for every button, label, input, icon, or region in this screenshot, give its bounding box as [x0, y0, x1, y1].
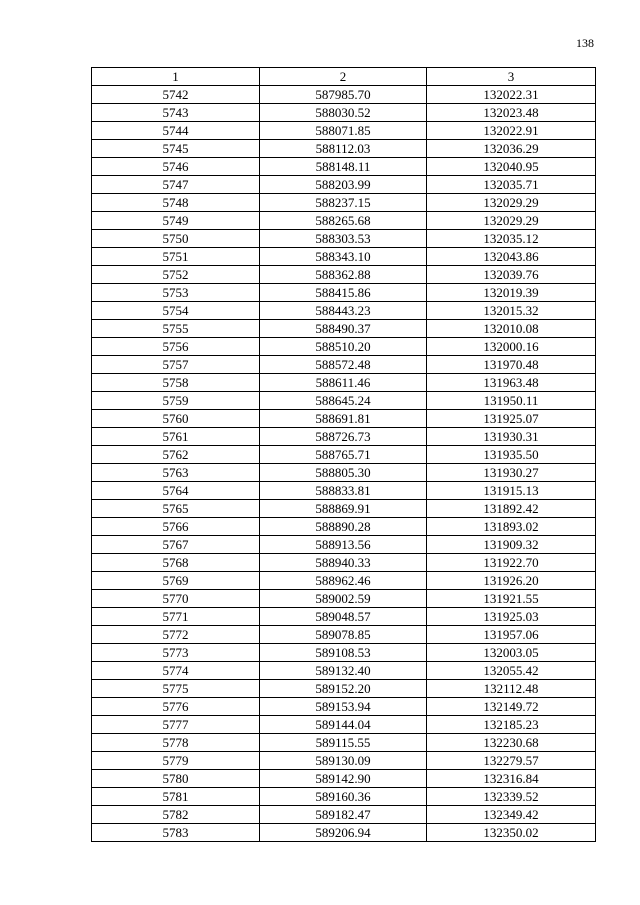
y-coordinate-cell: 132043.86 [427, 248, 596, 266]
point-number-cell: 5779 [92, 752, 260, 770]
table-row [92, 248, 596, 266]
table-row [92, 158, 596, 176]
point-number-cell: 5745 [92, 140, 260, 158]
point-number-cell: 5777 [92, 716, 260, 734]
table-row [92, 176, 596, 194]
point-number-cell: 5776 [92, 698, 260, 716]
table-row [92, 338, 596, 356]
x-coordinate-cell: 588833.81 [260, 482, 427, 500]
table-row [92, 590, 596, 608]
x-coordinate-cell: 588030.52 [260, 104, 427, 122]
y-coordinate-cell: 132023.48 [427, 104, 596, 122]
y-coordinate-cell: 131930.27 [427, 464, 596, 482]
y-coordinate-cell: 131915.13 [427, 482, 596, 500]
y-coordinate-cell: 132036.29 [427, 140, 596, 158]
x-coordinate-cell: 588645.24 [260, 392, 427, 410]
point-number-cell: 5772 [92, 626, 260, 644]
y-coordinate-cell: 132022.91 [427, 122, 596, 140]
table-header [92, 68, 596, 86]
point-number-cell: 5749 [92, 212, 260, 230]
table-row [92, 86, 596, 104]
column-header-2: 2 [260, 68, 427, 86]
y-coordinate-cell: 131935.50 [427, 446, 596, 464]
table-row [92, 482, 596, 500]
x-coordinate-cell: 588611.46 [260, 374, 427, 392]
point-number-cell: 5752 [92, 266, 260, 284]
point-number-cell: 5781 [92, 788, 260, 806]
x-coordinate-cell: 588869.91 [260, 500, 427, 518]
y-coordinate-cell: 132055.42 [427, 662, 596, 680]
x-coordinate-cell: 589182.47 [260, 806, 427, 824]
point-number-cell: 5754 [92, 302, 260, 320]
point-number-cell: 5748 [92, 194, 260, 212]
y-coordinate-cell: 131925.03 [427, 608, 596, 626]
column-header-3: 3 [427, 68, 596, 86]
x-coordinate-cell: 589206.94 [260, 824, 427, 842]
y-coordinate-cell: 132185.23 [427, 716, 596, 734]
x-coordinate-cell: 588913.56 [260, 536, 427, 554]
y-coordinate-cell: 132019.39 [427, 284, 596, 302]
x-coordinate-cell: 588572.48 [260, 356, 427, 374]
y-coordinate-cell: 131926.20 [427, 572, 596, 590]
table-row [92, 680, 596, 698]
point-number-cell: 5773 [92, 644, 260, 662]
point-number-cell: 5766 [92, 518, 260, 536]
x-coordinate-cell: 589142.90 [260, 770, 427, 788]
y-coordinate-cell: 132015.32 [427, 302, 596, 320]
x-coordinate-cell: 589132.40 [260, 662, 427, 680]
table-row [92, 626, 596, 644]
point-number-cell: 5765 [92, 500, 260, 518]
x-coordinate-cell: 588890.28 [260, 518, 427, 536]
point-number-cell: 5763 [92, 464, 260, 482]
y-coordinate-cell: 132003.05 [427, 644, 596, 662]
table-row [92, 536, 596, 554]
table-row [92, 698, 596, 716]
y-coordinate-cell: 131925.07 [427, 410, 596, 428]
table-row [92, 752, 596, 770]
table-row [92, 518, 596, 536]
x-coordinate-cell: 589160.36 [260, 788, 427, 806]
point-number-cell: 5783 [92, 824, 260, 842]
x-coordinate-cell: 588691.81 [260, 410, 427, 428]
header-row [92, 68, 596, 86]
table-row [92, 302, 596, 320]
y-coordinate-cell: 131909.32 [427, 536, 596, 554]
table-row [92, 284, 596, 302]
table-row [92, 662, 596, 680]
table-row [92, 464, 596, 482]
point-number-cell: 5750 [92, 230, 260, 248]
y-coordinate-cell: 131950.11 [427, 392, 596, 410]
table-row [92, 608, 596, 626]
table-row [92, 572, 596, 590]
point-number-cell: 5768 [92, 554, 260, 572]
x-coordinate-cell: 589144.04 [260, 716, 427, 734]
table-row [92, 356, 596, 374]
y-coordinate-cell: 132010.08 [427, 320, 596, 338]
table-row [92, 266, 596, 284]
point-number-cell: 5755 [92, 320, 260, 338]
x-coordinate-cell: 589130.09 [260, 752, 427, 770]
x-coordinate-cell: 588265.68 [260, 212, 427, 230]
point-number-cell: 5764 [92, 482, 260, 500]
point-number-cell: 5780 [92, 770, 260, 788]
x-coordinate-cell: 588071.85 [260, 122, 427, 140]
table-row [92, 500, 596, 518]
table-row [92, 824, 596, 842]
y-coordinate-cell: 132350.02 [427, 824, 596, 842]
table-row [92, 428, 596, 446]
x-coordinate-cell: 589108.53 [260, 644, 427, 662]
page-number: 138 [576, 36, 594, 50]
y-coordinate-cell: 132349.42 [427, 806, 596, 824]
table-row [92, 644, 596, 662]
point-number-cell: 5761 [92, 428, 260, 446]
table-row [92, 212, 596, 230]
y-coordinate-cell: 132112.48 [427, 680, 596, 698]
point-number-cell: 5774 [92, 662, 260, 680]
table-row [92, 734, 596, 752]
x-coordinate-cell: 588940.33 [260, 554, 427, 572]
table-row [92, 194, 596, 212]
point-number-cell: 5757 [92, 356, 260, 374]
y-coordinate-cell: 132029.29 [427, 212, 596, 230]
point-number-cell: 5744 [92, 122, 260, 140]
x-coordinate-cell: 588962.46 [260, 572, 427, 590]
coordinates-table [91, 67, 596, 842]
point-number-cell: 5760 [92, 410, 260, 428]
column-header-1: 1 [92, 68, 260, 86]
table-row [92, 104, 596, 122]
point-number-cell: 5771 [92, 608, 260, 626]
y-coordinate-cell: 131921.55 [427, 590, 596, 608]
y-coordinate-cell: 132022.31 [427, 86, 596, 104]
y-coordinate-cell: 131930.31 [427, 428, 596, 446]
point-number-cell: 5778 [92, 734, 260, 752]
y-coordinate-cell: 132230.68 [427, 734, 596, 752]
table-row [92, 320, 596, 338]
x-coordinate-cell: 588490.37 [260, 320, 427, 338]
y-coordinate-cell: 131892.42 [427, 500, 596, 518]
point-number-cell: 5769 [92, 572, 260, 590]
point-number-cell: 5762 [92, 446, 260, 464]
x-coordinate-cell: 589048.57 [260, 608, 427, 626]
x-coordinate-cell: 589152.20 [260, 680, 427, 698]
x-coordinate-cell: 588443.23 [260, 302, 427, 320]
x-coordinate-cell: 588203.99 [260, 176, 427, 194]
y-coordinate-cell: 132339.52 [427, 788, 596, 806]
point-number-cell: 5782 [92, 806, 260, 824]
point-number-cell: 5751 [92, 248, 260, 266]
table-row [92, 770, 596, 788]
x-coordinate-cell: 589078.85 [260, 626, 427, 644]
point-number-cell: 5767 [92, 536, 260, 554]
y-coordinate-cell: 132316.84 [427, 770, 596, 788]
x-coordinate-cell: 588343.10 [260, 248, 427, 266]
x-coordinate-cell: 587985.70 [260, 86, 427, 104]
y-coordinate-cell: 132279.57 [427, 752, 596, 770]
point-number-cell: 5746 [92, 158, 260, 176]
table-row [92, 788, 596, 806]
table-row [92, 554, 596, 572]
point-number-cell: 5756 [92, 338, 260, 356]
y-coordinate-cell: 132040.95 [427, 158, 596, 176]
table-row [92, 392, 596, 410]
table-row [92, 230, 596, 248]
x-coordinate-cell: 588362.88 [260, 266, 427, 284]
table-row [92, 140, 596, 158]
table-row [92, 122, 596, 140]
y-coordinate-cell: 132035.12 [427, 230, 596, 248]
x-coordinate-cell: 588303.53 [260, 230, 427, 248]
y-coordinate-cell: 131970.48 [427, 356, 596, 374]
x-coordinate-cell: 588805.30 [260, 464, 427, 482]
table-body [92, 86, 596, 842]
table-row [92, 446, 596, 464]
y-coordinate-cell: 132039.76 [427, 266, 596, 284]
table-row [92, 806, 596, 824]
point-number-cell: 5743 [92, 104, 260, 122]
point-number-cell: 5770 [92, 590, 260, 608]
x-coordinate-cell: 588765.71 [260, 446, 427, 464]
x-coordinate-cell: 588510.20 [260, 338, 427, 356]
table-row [92, 410, 596, 428]
x-coordinate-cell: 588415.86 [260, 284, 427, 302]
x-coordinate-cell: 588726.73 [260, 428, 427, 446]
y-coordinate-cell: 131963.48 [427, 374, 596, 392]
x-coordinate-cell: 588112.03 [260, 140, 427, 158]
point-number-cell: 5759 [92, 392, 260, 410]
x-coordinate-cell: 588237.15 [260, 194, 427, 212]
x-coordinate-cell: 588148.11 [260, 158, 427, 176]
x-coordinate-cell: 589153.94 [260, 698, 427, 716]
table-row [92, 716, 596, 734]
y-coordinate-cell: 132000.16 [427, 338, 596, 356]
y-coordinate-cell: 132035.71 [427, 176, 596, 194]
point-number-cell: 5742 [92, 86, 260, 104]
x-coordinate-cell: 589002.59 [260, 590, 427, 608]
point-number-cell: 5758 [92, 374, 260, 392]
x-coordinate-cell: 589115.55 [260, 734, 427, 752]
y-coordinate-cell: 131893.02 [427, 518, 596, 536]
y-coordinate-cell: 131922.70 [427, 554, 596, 572]
point-number-cell: 5753 [92, 284, 260, 302]
y-coordinate-cell: 132029.29 [427, 194, 596, 212]
point-number-cell: 5775 [92, 680, 260, 698]
table-row [92, 374, 596, 392]
point-number-cell: 5747 [92, 176, 260, 194]
y-coordinate-cell: 132149.72 [427, 698, 596, 716]
y-coordinate-cell: 131957.06 [427, 626, 596, 644]
